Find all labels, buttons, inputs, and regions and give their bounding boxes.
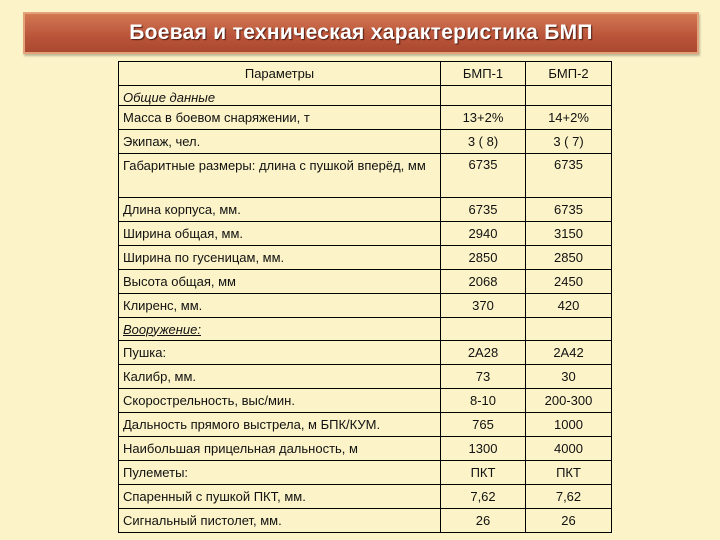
bmp1-value: 765 <box>441 413 526 437</box>
title-banner <box>23 12 699 54</box>
param-cell: Спаренный с пушкой ПКТ, мм. <box>119 485 441 509</box>
param-cell: Наибольшая прицельная дальность, м <box>119 437 441 461</box>
page-title: Боевая и техническая характеристика БМП <box>129 21 593 44</box>
header-row <box>119 62 612 86</box>
bmp1-value: 2А28 <box>441 341 526 365</box>
param-cell: Экипаж, чел. <box>119 130 441 154</box>
param-cell: Ширина общая, мм. <box>119 222 441 246</box>
param-cell: Пулеметы: <box>119 461 441 485</box>
bmp2-value: ПКТ <box>526 461 612 485</box>
bmp1-value: 8-10 <box>441 389 526 413</box>
table-row <box>119 365 612 389</box>
empty-cell <box>441 318 526 341</box>
empty-cell <box>526 318 612 341</box>
bmp1-value: 73 <box>441 365 526 389</box>
table-row <box>119 485 612 509</box>
bmp2-value: 26 <box>526 509 612 533</box>
header-params: Параметры <box>119 62 441 86</box>
param-cell: Ширина по гусеницам, мм. <box>119 246 441 270</box>
empty-cell <box>526 86 612 106</box>
param-cell: Скорострельность, выс/мин. <box>119 389 441 413</box>
header-bmp2: БМП-2 <box>526 62 612 86</box>
table-row <box>119 461 612 485</box>
table-row <box>119 106 612 130</box>
bmp2-value: 2850 <box>526 246 612 270</box>
bmp1-value: 1300 <box>441 437 526 461</box>
bmp2-value: 2А42 <box>526 341 612 365</box>
bmp2-value: 6735 <box>526 198 612 222</box>
table-row <box>119 198 612 222</box>
table-row <box>119 246 612 270</box>
param-cell: Длина корпуса, мм. <box>119 198 441 222</box>
table-row <box>119 341 612 365</box>
bmp1-value: 3 ( 8) <box>441 130 526 154</box>
header-bmp1: БМП-1 <box>441 62 526 86</box>
param-cell: Дальность прямого выстрела, м БПК/КУМ. <box>119 413 441 437</box>
table-row <box>119 294 612 318</box>
weapons-rows <box>119 341 612 533</box>
param-cell: Калибр, мм. <box>119 365 441 389</box>
section-general-label: Общие данные <box>119 86 441 106</box>
param-cell: Клиренс, мм. <box>119 294 441 318</box>
bmp1-value: 13+2% <box>441 106 526 130</box>
bmp2-value: 30 <box>526 365 612 389</box>
section-row-weapons <box>119 318 612 341</box>
param-cell: Сигнальный пистолет, мм. <box>119 509 441 533</box>
bmp1-value: 2940 <box>441 222 526 246</box>
bmp2-value: 1000 <box>526 413 612 437</box>
table-row <box>119 130 612 154</box>
bmp1-value: 370 <box>441 294 526 318</box>
bmp2-value: 7,62 <box>526 485 612 509</box>
param-cell: Масса в боевом снаряжении, т <box>119 106 441 130</box>
bmp1-value: 6735 <box>441 198 526 222</box>
bmp1-value: 7,62 <box>441 485 526 509</box>
bmp1-value: ПКТ <box>441 461 526 485</box>
section-weapons-label: Вооружение: <box>119 318 441 341</box>
table-row <box>119 437 612 461</box>
bmp2-value: 3 ( 7) <box>526 130 612 154</box>
bmp2-value: 14+2% <box>526 106 612 130</box>
table-row <box>119 413 612 437</box>
table-row <box>119 154 612 198</box>
bmp2-value: 200-300 <box>526 389 612 413</box>
table-row <box>119 270 612 294</box>
bmp2-value: 4000 <box>526 437 612 461</box>
specs-table <box>118 61 612 533</box>
bmp2-value: 3150 <box>526 222 612 246</box>
bmp1-value: 2850 <box>441 246 526 270</box>
param-cell: Пушка: <box>119 341 441 365</box>
table-row <box>119 389 612 413</box>
general-rows <box>119 106 612 318</box>
empty-cell <box>441 86 526 106</box>
bmp2-value: 420 <box>526 294 612 318</box>
param-cell: Габаритные размеры: длина с пушкой вперёд, мм <box>119 154 441 198</box>
bmp1-value: 26 <box>441 509 526 533</box>
bmp1-value: 2068 <box>441 270 526 294</box>
bmp2-value: 2450 <box>526 270 612 294</box>
bmp2-value: 6735 <box>526 154 612 198</box>
bmp1-value: 6735 <box>441 154 526 198</box>
section-row-general <box>119 86 612 106</box>
param-cell: Высота общая, мм <box>119 270 441 294</box>
table-row <box>119 222 612 246</box>
table-row <box>119 509 612 533</box>
